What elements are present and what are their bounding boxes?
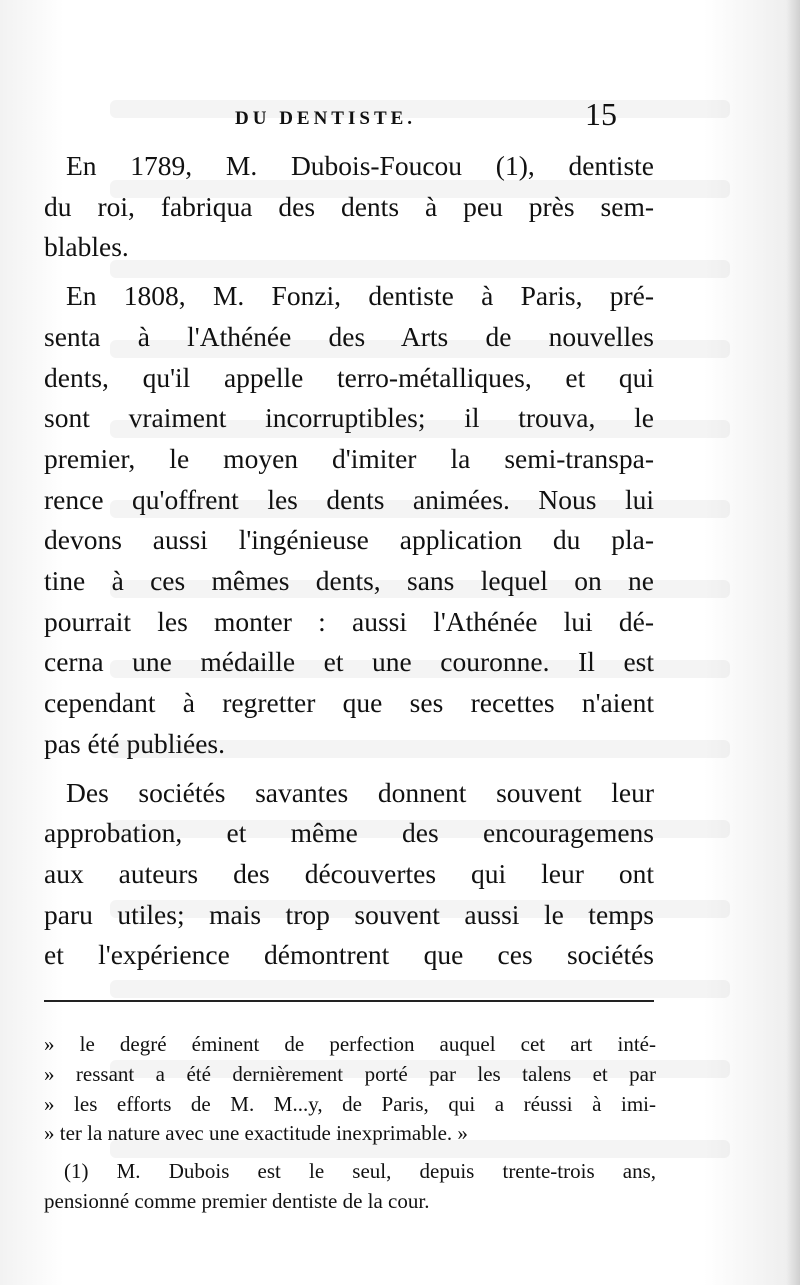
text-line: cerna une médaille et une couronne. Il est [44, 646, 654, 678]
text-line: pas été publiées. [44, 727, 225, 759]
paragraph-3 [44, 773, 654, 977]
text-line: senta à l'Athénée des Arts de nouvelles [44, 320, 654, 352]
text-line: approbation, et même des encouragemens [44, 817, 654, 849]
footnote-quote-line: » ressant a été dernièrement porté par les talens et par [44, 1061, 656, 1086]
footnote-quote-line: » le degré éminent de perfection auquel cet art inté- [44, 1032, 656, 1056]
text-line: blables. [44, 231, 129, 263]
footnotes [44, 1030, 656, 1217]
running-head: DU DENTISTE. [235, 108, 417, 129]
paragraph-1 [44, 146, 654, 268]
text-line: rence qu'offrent les dents animées. Nous lui [44, 483, 654, 515]
footnote-quote-line: » ter la nature avec une exactitude inexprimable. » [44, 1121, 468, 1146]
text-line: pourrait les monter : aussi l'Athénée lui dé- [44, 605, 654, 637]
page-number: 15 [585, 96, 617, 132]
main-text [44, 146, 654, 976]
page-edge-shadow [786, 0, 800, 1285]
page-header [60, 96, 660, 142]
text-line: devons aussi l'ingénieuse application du pla- [44, 524, 654, 556]
text-line: et l'expérience démontrent que ces sociétés [44, 939, 654, 971]
text-line: aux auteurs des découvertes qui leur ont [44, 857, 654, 889]
footnote-line: (1) M. Dubois est le seul, depuis trente-trois ans, [64, 1159, 656, 1184]
text-line: du roi, fabriqua des dents à peu près sem- [44, 190, 654, 222]
footnote-divider [44, 1000, 654, 1002]
footnote-line: pensionné comme premier dentiste de la cour. [44, 1188, 430, 1213]
text-line: paru utiles; mais trop souvent aussi le temps [44, 898, 654, 930]
text-line: premier, le moyen d'imiter la semi-transpa- [44, 442, 654, 474]
text-line: Des sociétés savantes donnent souvent leur [66, 776, 654, 808]
text-line: sont vraiment incorruptibles; il trouva, le [44, 402, 654, 434]
text-line: dents, qu'il appelle terro-métalliques, et qui [44, 361, 654, 393]
text-line: En 1789, M. Dubois-Foucou (1), dentiste [66, 150, 654, 181]
text-line: cependant à regretter que ses recettes n'aient [44, 687, 654, 719]
footnote-quote-line: » les efforts de M. M...y, de Paris, qui a réussi à imi- [44, 1091, 656, 1116]
text-line: En 1808, M. Fonzi, dentiste à Paris, pré- [66, 280, 654, 312]
text-line: tine à ces mêmes dents, sans lequel on ne [44, 565, 654, 597]
paragraph-2 [44, 276, 654, 764]
